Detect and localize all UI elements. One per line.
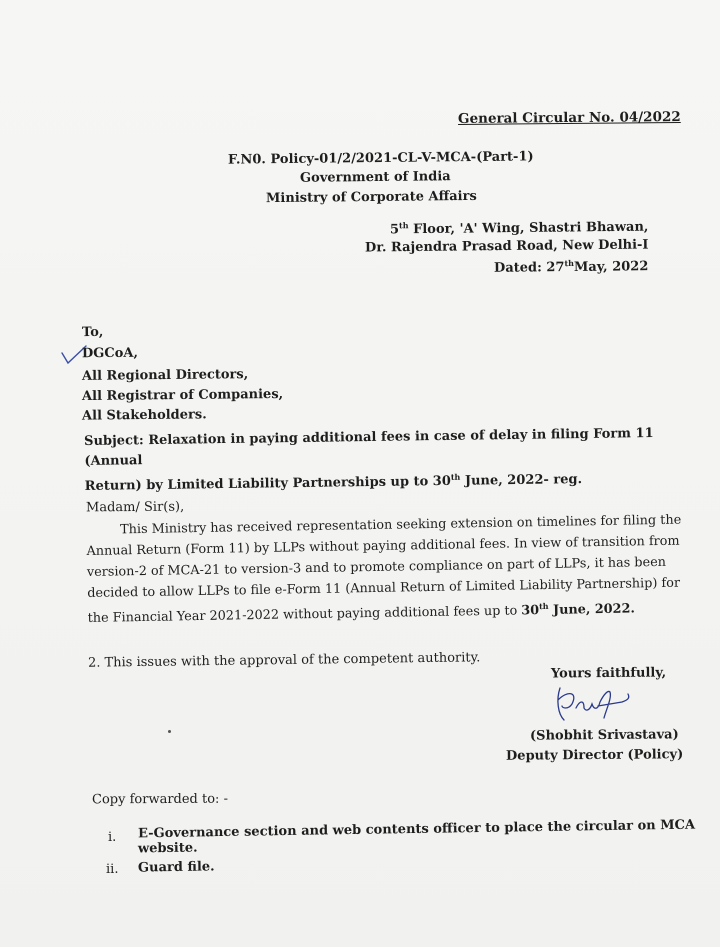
address-line-1-text: Floor, 'A' Wing, Shastri Bhawan, xyxy=(408,219,649,238)
floor-number: 5 xyxy=(389,222,399,238)
scan-speck xyxy=(168,730,171,733)
circular-number: General Circular No. 04/2022 xyxy=(457,109,681,127)
subject-line-2-suffix: June, 2022- reg. xyxy=(460,472,583,489)
copy-item-2-line-1: Guard file. xyxy=(137,859,215,876)
signatory-name: (Shobhit Srivastava) xyxy=(529,727,679,744)
salutation: Madam/ Sir(s), xyxy=(85,499,185,516)
date-line xyxy=(494,257,649,276)
date-prefix: Dated: 27 xyxy=(493,260,565,276)
recipient-regional-directors: All Regional Directors, xyxy=(81,367,249,384)
government-name: Government of India xyxy=(299,169,451,186)
body-paragraph-2: 2. This issues with the approval of the competent authority. xyxy=(87,650,481,671)
subject-line-1: Subject: Relaxation in paying additional fees in case of delay in filing Form 11 (Annual xyxy=(84,426,654,469)
copy-forwarded-label: Copy forwarded to: - xyxy=(91,791,228,808)
deadline-day: 30 xyxy=(521,603,540,619)
copy-item-2-number: ii. xyxy=(106,862,119,877)
subject-line-2-prefix: Return) by Limited Liability Partnerships up to 30 xyxy=(84,473,451,494)
subject-sup: th xyxy=(450,471,461,482)
recipient-stakeholders: All Stakeholders. xyxy=(81,407,207,424)
closing: Yours faithfully, xyxy=(550,665,667,682)
para-line-4: decided to allow LLPs to file e-Form 11 (Annual Return of Limited Liability Partnership) for xyxy=(87,575,681,601)
para-line-3: version-2 of MCA-21 to version-3 and to promote compliance on part of LLPs, it has been xyxy=(86,554,667,580)
para-line-5-prefix: the Financial Year 2021-2022 without paying additional fees up to xyxy=(87,603,522,626)
deadline-month: June, 2022. xyxy=(548,601,636,618)
para-line-2: Annual Return (Form 11) by LLPs without paying additional fees. In view of transition from xyxy=(86,533,680,559)
to-label: To, xyxy=(81,324,104,341)
para-line-1: This Ministry has received representation seeking extension on timelines for filing the xyxy=(120,512,682,538)
date-suffix: May, 2022 xyxy=(573,259,649,275)
handwritten-signature xyxy=(550,680,640,724)
address-line-2: Dr. Rajendra Prasad Road, New Delhi-I xyxy=(364,237,649,256)
body-paragraph-1 xyxy=(86,510,688,625)
ministry-name: Ministry of Corporate Affairs xyxy=(265,188,477,207)
subject-block xyxy=(84,424,665,497)
copy-item-1-line-1: E-Governance section and web contents officer to place the circular on MCA xyxy=(137,817,696,842)
date-sup: th xyxy=(564,257,574,269)
floor-sup: th xyxy=(398,220,409,231)
recipient-registrar-companies: All Registrar of Companies, xyxy=(81,386,284,405)
deadline-sup: th xyxy=(538,600,549,612)
copy-item-1-number: i. xyxy=(108,830,117,845)
recipient-dgcoa: DGCoA, xyxy=(81,345,139,362)
copy-item-1-line-2: website. xyxy=(137,840,198,857)
address-line-1 xyxy=(390,218,649,238)
file-number: F.N0. Policy-01/2/2021-CL-V-MCA-(Part-1) xyxy=(227,149,534,168)
signatory-designation: Deputy Director (Policy) xyxy=(505,747,684,764)
